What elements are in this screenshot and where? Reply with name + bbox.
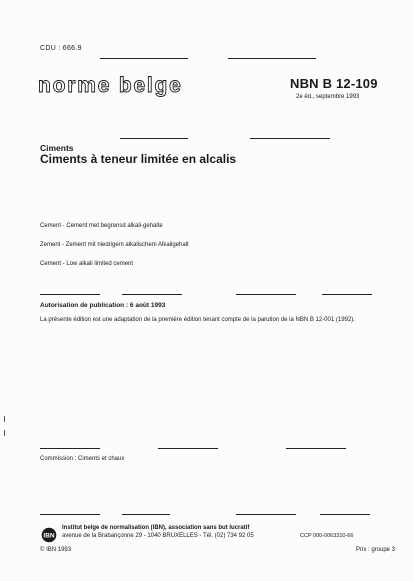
translation-en: Cement - Low alkali limited cement <box>40 261 134 267</box>
footer-rule-1 <box>40 514 100 515</box>
institute-address: avenue de la Brabançonne 29 - 1040 BRUXELLES - Tél. (02) 734 92 05 <box>62 533 254 539</box>
auth-rule-1 <box>40 294 100 295</box>
price-group: Prix : groupe 3 <box>356 547 396 553</box>
commission-rule-2 <box>158 448 218 449</box>
title-rule-left <box>120 138 188 139</box>
publication-authorization: Autorisation de publication : 6 août 1993 <box>40 302 166 309</box>
copyright: © IBN 1993 <box>40 547 72 553</box>
ccp-account: CCP 000-0063310-66 <box>300 533 354 539</box>
ibn-logo-icon <box>40 527 58 543</box>
auth-rule-3 <box>236 294 296 295</box>
svg-text:IBN: IBN <box>43 532 55 540</box>
edition-info: 2e éd., septembre 1993 <box>296 94 360 100</box>
auth-rule-4 <box>322 294 372 295</box>
document-title: Ciments à teneur limitée en alcalis <box>40 152 237 166</box>
standard-number: NBN B 12-109 <box>290 76 378 91</box>
translation-nl: Cement - Cement met begrensd alkali-gehalte <box>40 223 163 229</box>
margin-tick <box>4 430 5 436</box>
document-category: Ciments <box>40 143 74 153</box>
commission-rule-1 <box>40 448 100 449</box>
footer-rule-2 <box>122 514 170 515</box>
auth-rule-2 <box>122 294 182 295</box>
cdu-code: CDU : 666.9 <box>40 45 82 52</box>
header-rule-left <box>100 58 188 59</box>
edition-note: La présente édition est une adaptation de la première édition tenant compte de la parution de la NBN B 12-001 (1992). <box>40 317 355 323</box>
header-rule-right <box>228 58 316 59</box>
institute-name: Institut belge de normalisation (IBN), association sans but lucratif <box>62 525 250 531</box>
footer-rule-4 <box>320 514 370 515</box>
commission: Commission : Ciments et chaux <box>40 456 125 462</box>
translation-de: Zement - Zement mit niedrigem alkalischem Alkaligehalt <box>40 242 189 248</box>
margin-tick <box>4 416 5 422</box>
commission-rule-3 <box>286 448 346 449</box>
title-rule-right <box>250 138 330 139</box>
brand-title: norme belge <box>38 74 183 97</box>
footer-rule-3 <box>236 514 296 515</box>
